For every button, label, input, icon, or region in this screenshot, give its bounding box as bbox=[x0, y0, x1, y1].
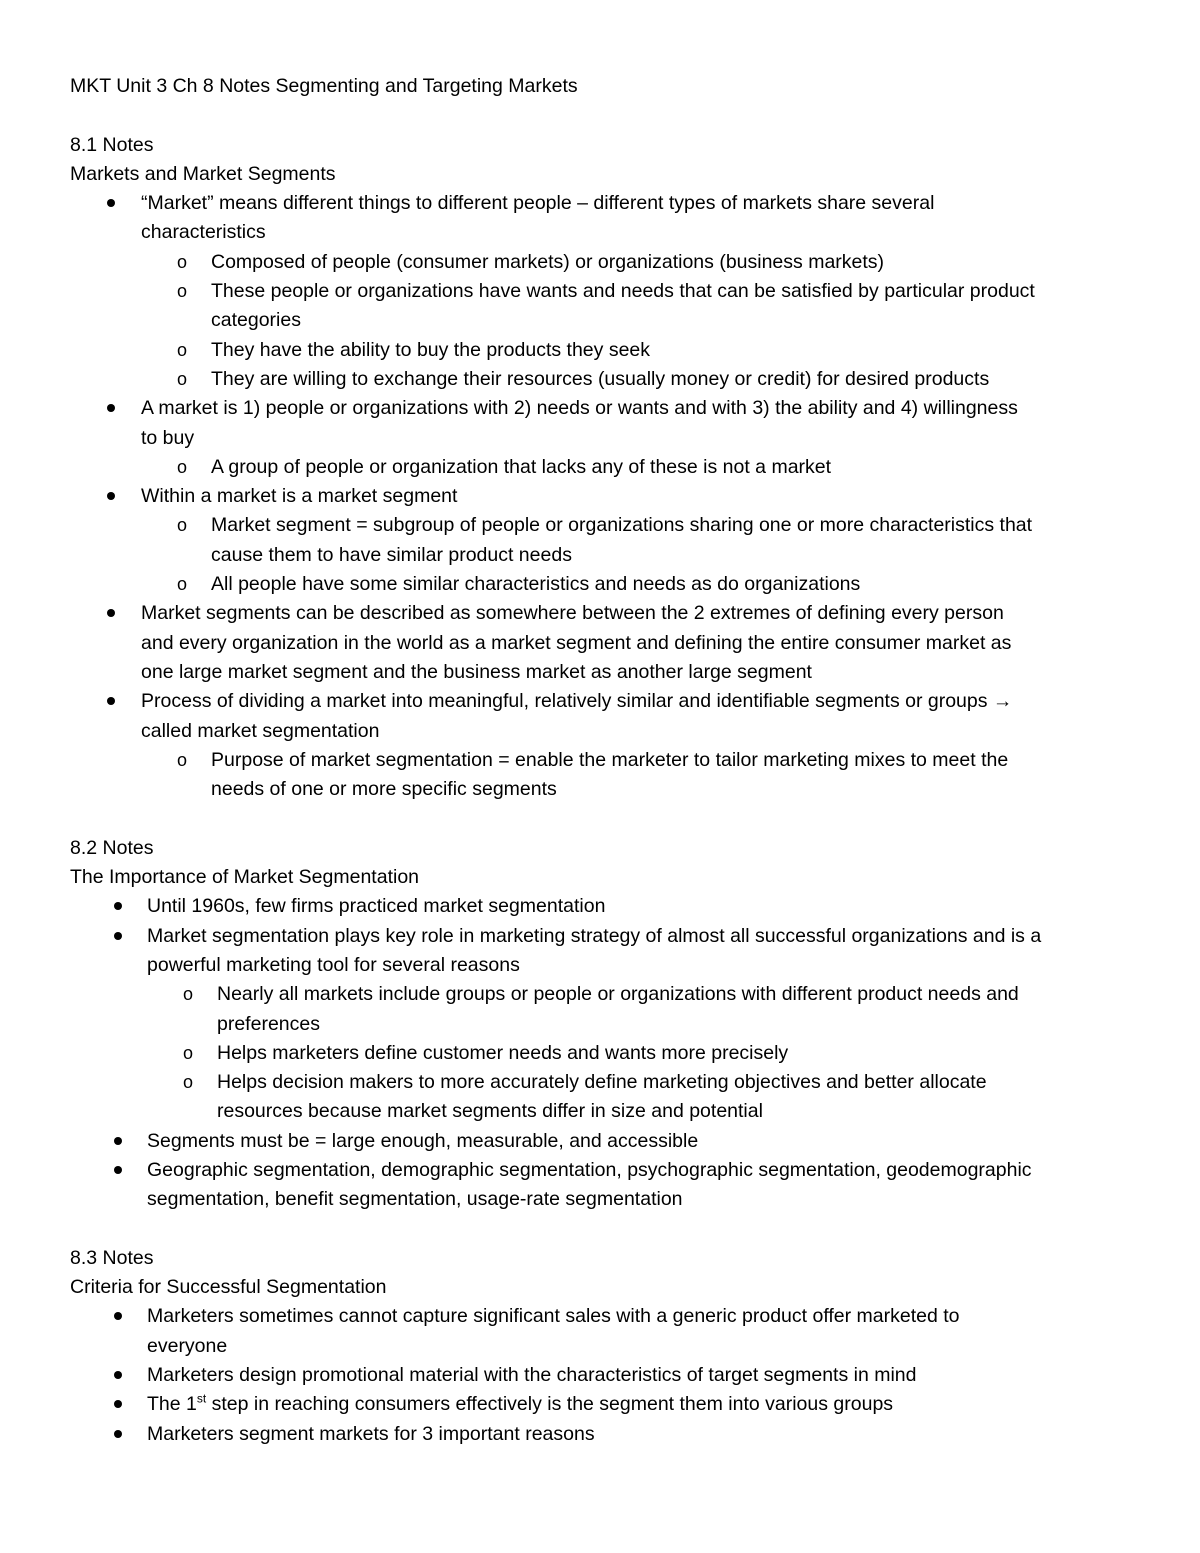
bullet-text-line: to buy bbox=[141, 426, 195, 449]
bullet-text-line: Marketers sometimes cannot capture significant sales with a generic product offer marketed to bbox=[147, 1305, 960, 1328]
sub-bullet-text-line: o Helps decision makers to more accurately define marketing objectives and better allocate bbox=[217, 1071, 987, 1094]
bullet-list bbox=[70, 892, 1140, 1214]
sub-bullet-text-line: resources because market segments differ in size and potential bbox=[217, 1100, 763, 1123]
bullet-text bbox=[147, 1390, 1140, 1419]
spacer bbox=[70, 1215, 1140, 1244]
sub-bullet-item bbox=[70, 570, 1140, 599]
sub-bullet-item bbox=[70, 1039, 1140, 1068]
sub-bullet-item bbox=[70, 248, 1140, 277]
bullet-item bbox=[70, 1420, 1140, 1449]
bullet-text-line: one large market segment and the business market as another large segment bbox=[141, 660, 812, 683]
bullet-item bbox=[70, 1302, 1140, 1361]
bullet-list bbox=[70, 189, 1140, 804]
bullet-text: Segments must be = large enough, measurable, and accessible bbox=[147, 1129, 699, 1152]
sub-bullet-text: o A group of people or organization that lacks any of these is not a market bbox=[211, 455, 832, 478]
sub-bullet-item bbox=[70, 365, 1140, 394]
sub-bullet-text-line: cause them to have similar product needs bbox=[211, 543, 572, 566]
bullet-text: Marketers design promotional material with the characteristics of target segments in mind bbox=[147, 1364, 917, 1387]
arrow-right-icon: → bbox=[992, 690, 1013, 713]
sub-bullet-item bbox=[70, 453, 1140, 482]
section-label: 8.3 Notes bbox=[70, 1246, 154, 1269]
bullet-item bbox=[70, 599, 1140, 687]
section-heading: Markets and Market Segments bbox=[70, 162, 336, 185]
text-fragment: step in reaching consumers effectively is the segment them into various groups bbox=[206, 1393, 894, 1416]
section-label: 8.1 Notes bbox=[70, 133, 154, 156]
sub-bullet-item bbox=[70, 511, 1140, 570]
spacer bbox=[70, 101, 1140, 130]
bullet-text-line: characteristics bbox=[141, 221, 266, 244]
bullet-text-line: Market segmentation plays key role in marketing strategy of almost all successful organizations and is a bbox=[147, 924, 1042, 947]
section-heading: Criteria for Successful Segmentation bbox=[70, 1276, 387, 1299]
sub-bullet-text-line: categories bbox=[211, 309, 301, 332]
bullet-text-line: A market is 1) people or organizations with 2) needs or wants and with 3) the ability and 4) willingness bbox=[141, 397, 1018, 420]
sub-bullet-text: o They have the ability to buy the products they seek bbox=[211, 338, 651, 361]
bullet-text-line: Process of dividing a market into meaningful, relatively similar and identifiable segments or groups → bbox=[141, 690, 1013, 713]
text-fragment: The 1 bbox=[147, 1393, 197, 1416]
bullet-item bbox=[70, 394, 1140, 453]
sub-bullet-item bbox=[70, 336, 1140, 365]
bullet-list bbox=[70, 1302, 1140, 1448]
sub-bullet-item bbox=[70, 1068, 1140, 1127]
sub-bullet-text: o Composed of people (consumer markets) or organizations (business markets) bbox=[211, 250, 885, 273]
bullet-text-line: Geographic segmentation, demographic segmentation, psychographic segmentation, geodemographic bbox=[147, 1158, 1032, 1181]
document-title: MKT Unit 3 Ch 8 Notes Segmenting and Targeting Markets bbox=[70, 75, 578, 97]
bullet-text: Marketers segment markets for 3 important reasons bbox=[147, 1422, 595, 1445]
bullet-text-line: Market segments can be described as somewhere between the 2 extremes of defining every person bbox=[141, 602, 1004, 625]
sub-bullet-text-line: o Market segment = subgroup of people or organizations sharing one or more characteristics that bbox=[211, 514, 1033, 537]
sub-bullet-text: o They are willing to exchange their resources (usually money or credit) for desired products bbox=[211, 367, 990, 390]
bullet-text-line: called market segmentation bbox=[141, 719, 380, 742]
sub-bullet-item bbox=[70, 980, 1140, 1039]
bullet-item bbox=[70, 892, 1140, 921]
bullet-text-line: segmentation, benefit segmentation, usage-rate segmentation bbox=[147, 1188, 683, 1211]
sub-bullet-text: o All people have some similar characteristics and needs as do organizations bbox=[211, 573, 861, 596]
bullet-item bbox=[70, 1156, 1140, 1215]
bullet-text: Within a market is a market segment bbox=[141, 485, 458, 508]
section-label: 8.2 Notes bbox=[70, 836, 154, 859]
bullet-item bbox=[70, 1390, 1140, 1419]
bullet-item bbox=[70, 482, 1140, 511]
bullet-item bbox=[70, 1361, 1140, 1390]
section-heading: The Importance of Market Segmentation bbox=[70, 866, 420, 889]
bullet-text-line: powerful marketing tool for several reasons bbox=[147, 953, 520, 976]
bullet-text-line: and every organization in the world as a market segment and defining the entire consumer market as bbox=[141, 631, 1012, 654]
bullet-text: Until 1960s, few firms practiced market segmentation bbox=[147, 895, 606, 918]
bullet-item bbox=[70, 1127, 1140, 1156]
spacer bbox=[70, 804, 1140, 833]
sub-bullet-item bbox=[70, 277, 1140, 336]
sub-bullet-text-line: o These people or organizations have wants and needs that can be satisfied by particular product bbox=[211, 280, 1035, 303]
superscript: st bbox=[196, 1391, 207, 1406]
bullet-text-line: everyone bbox=[147, 1334, 228, 1357]
sub-bullet-text-line: o Nearly all markets include groups or people or organizations with different product needs and bbox=[217, 983, 1019, 1006]
bullet-item bbox=[70, 922, 1140, 981]
sub-bullet-text: o Helps marketers define customer needs and wants more precisely bbox=[217, 1041, 789, 1064]
sub-bullet-item bbox=[70, 746, 1140, 805]
bullet-item bbox=[70, 189, 1140, 248]
sub-bullet-text-line: o Purpose of market segmentation = enable the marketer to tailor marketing mixes to meet the bbox=[211, 748, 1009, 771]
document-page bbox=[70, 72, 1140, 1449]
bullet-item bbox=[70, 687, 1140, 746]
sub-bullet-text-line: preferences bbox=[217, 1012, 320, 1035]
sub-bullet-text-line: needs of one or more specific segments bbox=[211, 778, 557, 801]
bullet-text-line: “Market” means different things to different people – different types of markets share several bbox=[141, 192, 935, 215]
